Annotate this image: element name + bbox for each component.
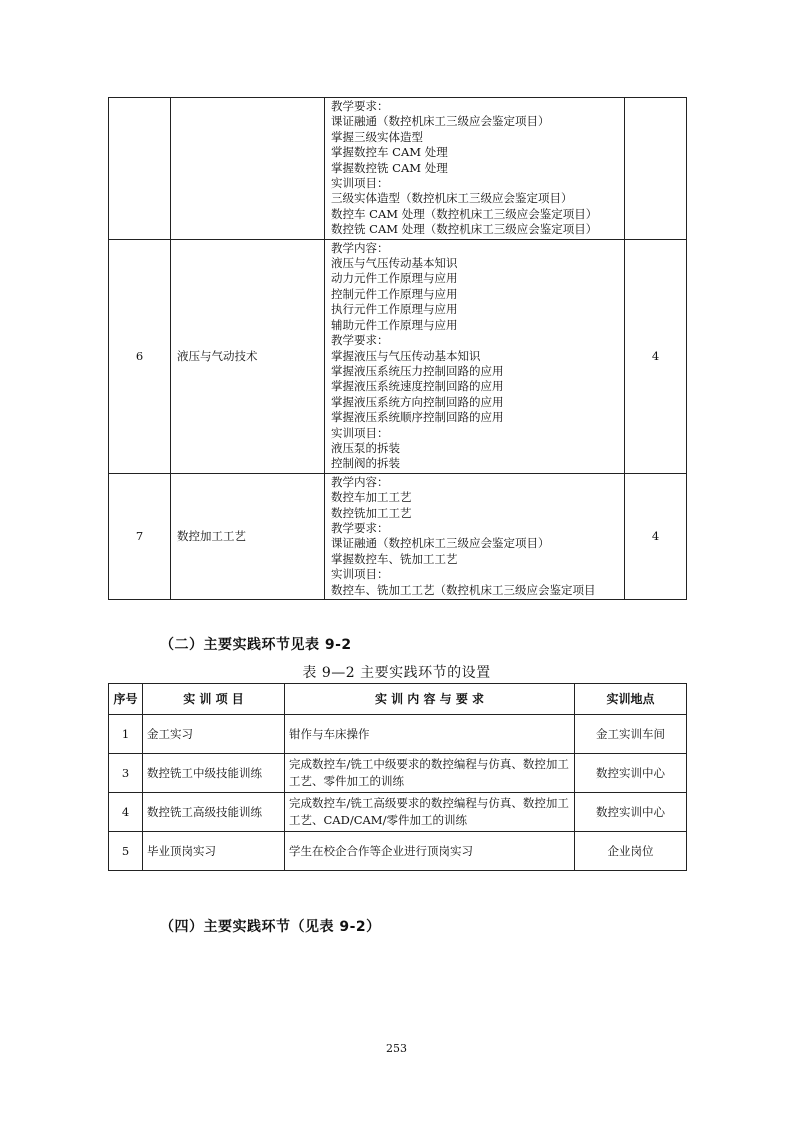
- content-line: 掌握数控铣 CAM 处理: [331, 160, 448, 175]
- practice-number: 3: [109, 754, 143, 793]
- course-hours: 4: [625, 239, 687, 473]
- practice-table-row: [109, 715, 687, 754]
- course-number: 7: [109, 473, 171, 599]
- content-line: 液压泵的拆装: [331, 440, 400, 455]
- course-number: 6: [109, 239, 171, 473]
- course-hours: [625, 98, 687, 240]
- content-line: 课证融通（数控机床工三级应会鉴定项目）: [331, 536, 550, 551]
- practice-project: 数控铣工中级技能训练: [143, 754, 285, 793]
- course-number: [109, 98, 171, 240]
- course-content: [325, 239, 625, 473]
- practice-table-body: [109, 715, 687, 871]
- course-content: [325, 473, 625, 599]
- content-line: 实训项目：: [331, 567, 389, 582]
- section-heading-practice: （二）主要实践环节见表 9-2: [160, 637, 352, 653]
- content-line: 数控车、铣加工工艺（数控机床工三级应会鉴定项目: [331, 582, 596, 597]
- practice-number: 1: [109, 715, 143, 754]
- content-line: 三级实体造型（数控机床工三级应会鉴定项目）: [331, 191, 573, 206]
- header-project: 实 训 项 目: [143, 684, 285, 715]
- practice-table-row: [109, 832, 687, 871]
- practice-content: 完成数控车/铣工高级要求的数控编程与仿真、数控加工工艺、CAD/CAM/零件加工的训练: [285, 793, 575, 832]
- table-caption: 表 9—2 主要实践环节的设置: [302, 665, 491, 681]
- practice-content: 学生在校企合作等企业进行顶岗实习: [285, 832, 575, 871]
- course-table-row: [109, 473, 687, 599]
- content-line: 教学要求：: [331, 333, 389, 348]
- header-content: 实 训 内 容 与 要 求: [285, 684, 575, 715]
- practice-table: [108, 683, 687, 871]
- content-line: 控制阀的拆装: [331, 456, 400, 471]
- practice-table-header-row: [109, 684, 687, 715]
- content-line: 控制元件工作原理与应用: [331, 286, 458, 301]
- content-line: 动力元件工作原理与应用: [331, 271, 458, 286]
- practice-table-row: [109, 793, 687, 832]
- content-line: 掌握液压与气压传动基本知识: [331, 348, 481, 363]
- practice-project: 金工实习: [143, 715, 285, 754]
- content-line: 教学内容：: [331, 474, 389, 489]
- practice-number: 5: [109, 832, 143, 871]
- practice-content: 钳作与车床操作: [285, 715, 575, 754]
- course-name: 数控加工工艺: [171, 473, 325, 599]
- practice-project: 数控铣工高级技能训练: [143, 793, 285, 832]
- content-line: 液压与气压传动基本知识: [331, 256, 458, 271]
- course-name: [171, 98, 325, 240]
- practice-table-row: [109, 754, 687, 793]
- header-no: 序号: [109, 684, 143, 715]
- course-name: 液压与气动技术: [171, 239, 325, 473]
- content-line: 执行元件工作原理与应用: [331, 302, 458, 317]
- content-line: 数控车加工工艺: [331, 490, 412, 505]
- course-table-body: [109, 98, 687, 600]
- course-hours: 4: [625, 473, 687, 599]
- course-table-row: [109, 239, 687, 473]
- page-number: 253: [386, 1042, 407, 1055]
- content-line: 实训项目：: [331, 176, 389, 191]
- practice-content: 完成数控车/铣工中级要求的数控编程与仿真、数控加工工艺、零件加工的训练: [285, 754, 575, 793]
- content-line: 辅助元件工作原理与应用: [331, 317, 458, 332]
- content-line: 数控铣加工工艺: [331, 505, 412, 520]
- content-line: 掌握液压系统速度控制回路的应用: [331, 379, 504, 394]
- course-table: [108, 97, 687, 600]
- section-heading-main-practice: （四）主要实践环节（见表 9-2）: [160, 919, 381, 935]
- content-line: 掌握液压系统方向控制回路的应用: [331, 394, 504, 409]
- content-line: 掌握数控车、铣加工工艺: [331, 551, 458, 566]
- course-content: [325, 98, 625, 240]
- content-line: 实训项目：: [331, 425, 389, 440]
- practice-place: 企业岗位: [575, 832, 687, 871]
- course-table-row: [109, 98, 687, 240]
- practice-project: 毕业顶岗实习: [143, 832, 285, 871]
- content-line: 数控铣 CAM 处理（数控机床工三级应会鉴定项目）: [331, 222, 598, 237]
- content-line: 课证融通（数控机床工三级应会鉴定项目）: [331, 114, 550, 129]
- practice-place: 金工实训车间: [575, 715, 687, 754]
- content-line: 教学内容：: [331, 240, 389, 255]
- content-line: 掌握数控车 CAM 处理: [331, 145, 448, 160]
- content-line: 掌握液压系统顺序控制回路的应用: [331, 410, 504, 425]
- practice-place: 数控实训中心: [575, 793, 687, 832]
- header-place: 实训地点: [575, 684, 687, 715]
- content-line: 教学要求：: [331, 99, 389, 113]
- practice-place: 数控实训中心: [575, 754, 687, 793]
- content-line: 数控车 CAM 处理（数控机床工三级应会鉴定项目）: [331, 206, 598, 221]
- practice-number: 4: [109, 793, 143, 832]
- content-line: 掌握三级实体造型: [331, 129, 423, 144]
- content-line: 掌握液压系统压力控制回路的应用: [331, 363, 504, 378]
- content-line: 教学要求：: [331, 520, 389, 535]
